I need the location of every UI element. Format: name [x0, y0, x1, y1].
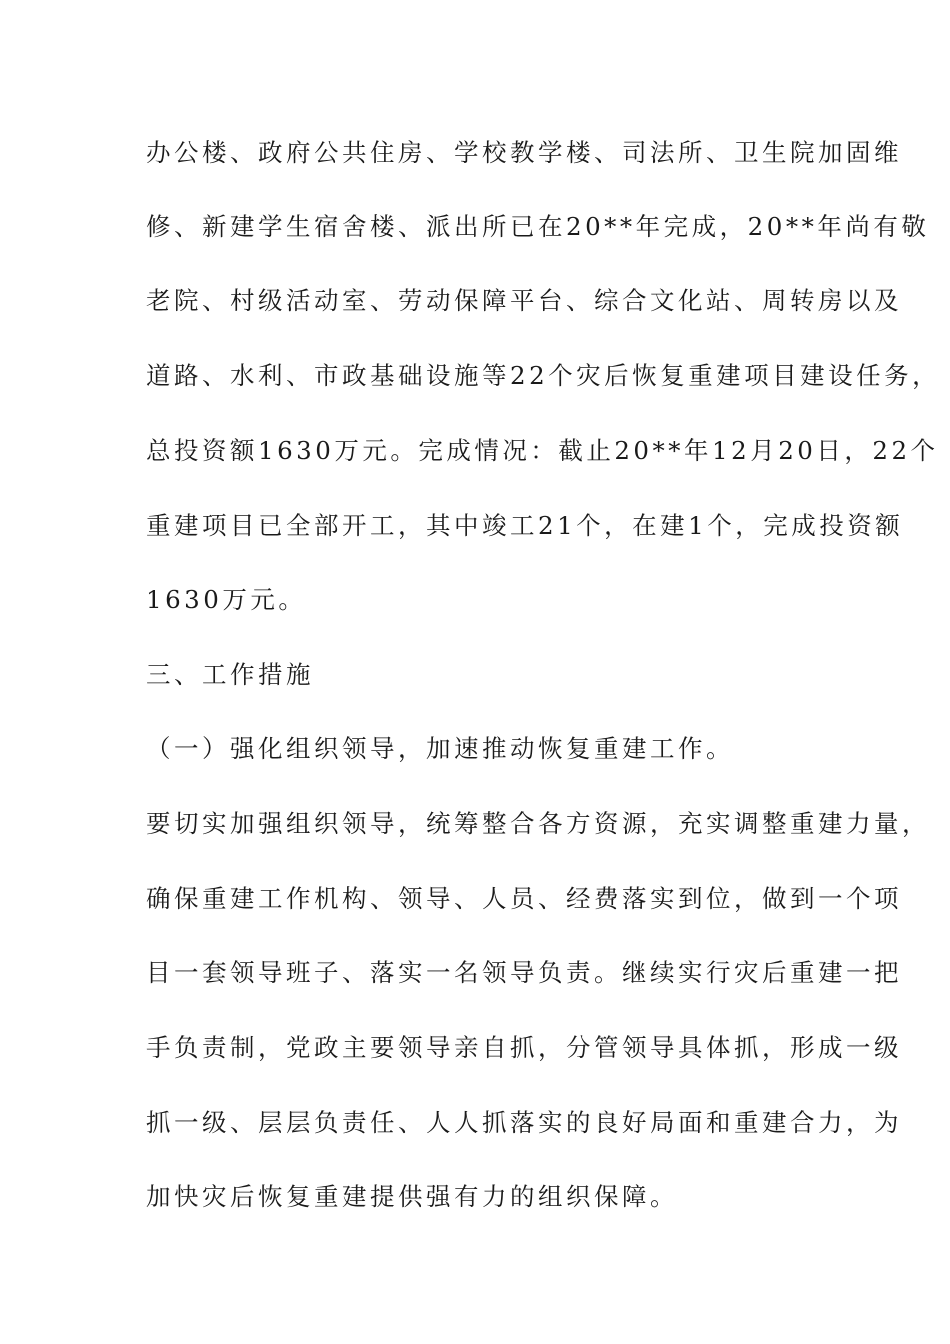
body-text-line: 总投资额1630万元。完成情况：截止20**年12月20日，22个 — [146, 436, 939, 465]
body-text-line: 老院、村级活动室、劳动保障平台、综合文化站、周转房以及 — [146, 286, 902, 315]
body-text-line: 重建项目已全部开工，其中竣工21个，在建1个，完成投资额 — [146, 511, 904, 540]
body-text-line: 办公楼、政府公共住房、学校教学楼、司法所、卫生院加固维 — [146, 138, 902, 167]
body-text-line: 手负责制，党政主要领导亲自抓，分管领导具体抓，形成一级 — [146, 1033, 902, 1062]
body-text-line: 抓一级、层层负责任、人人抓落实的良好局面和重建合力，为 — [146, 1108, 902, 1137]
body-text-line: 道路、水利、市政基础设施等22个灾后恢复重建项目建设任务， — [146, 361, 941, 390]
body-text-line: 目一套领导班子、落实一名领导负责。继续实行灾后重建一把 — [146, 958, 902, 987]
body-text-line: 加快灾后恢复重建提供强有力的组织保障。 — [146, 1182, 678, 1211]
body-text-line: 确保重建工作机构、领导、人员、经费落实到位，做到一个项 — [146, 884, 902, 913]
body-text-line: 1630万元。 — [146, 585, 307, 614]
body-text-line: 要切实加强组织领导，统筹整合各方资源，充实调整重建力量， — [146, 809, 930, 838]
section-heading: 三、工作措施 — [146, 660, 314, 689]
body-text-line: 修、新建学生宿舍楼、派出所已在20**年完成，20**年尚有敬 — [146, 212, 930, 241]
subsection-heading: （一）强化组织领导，加速推动恢复重建工作。 — [146, 734, 734, 763]
